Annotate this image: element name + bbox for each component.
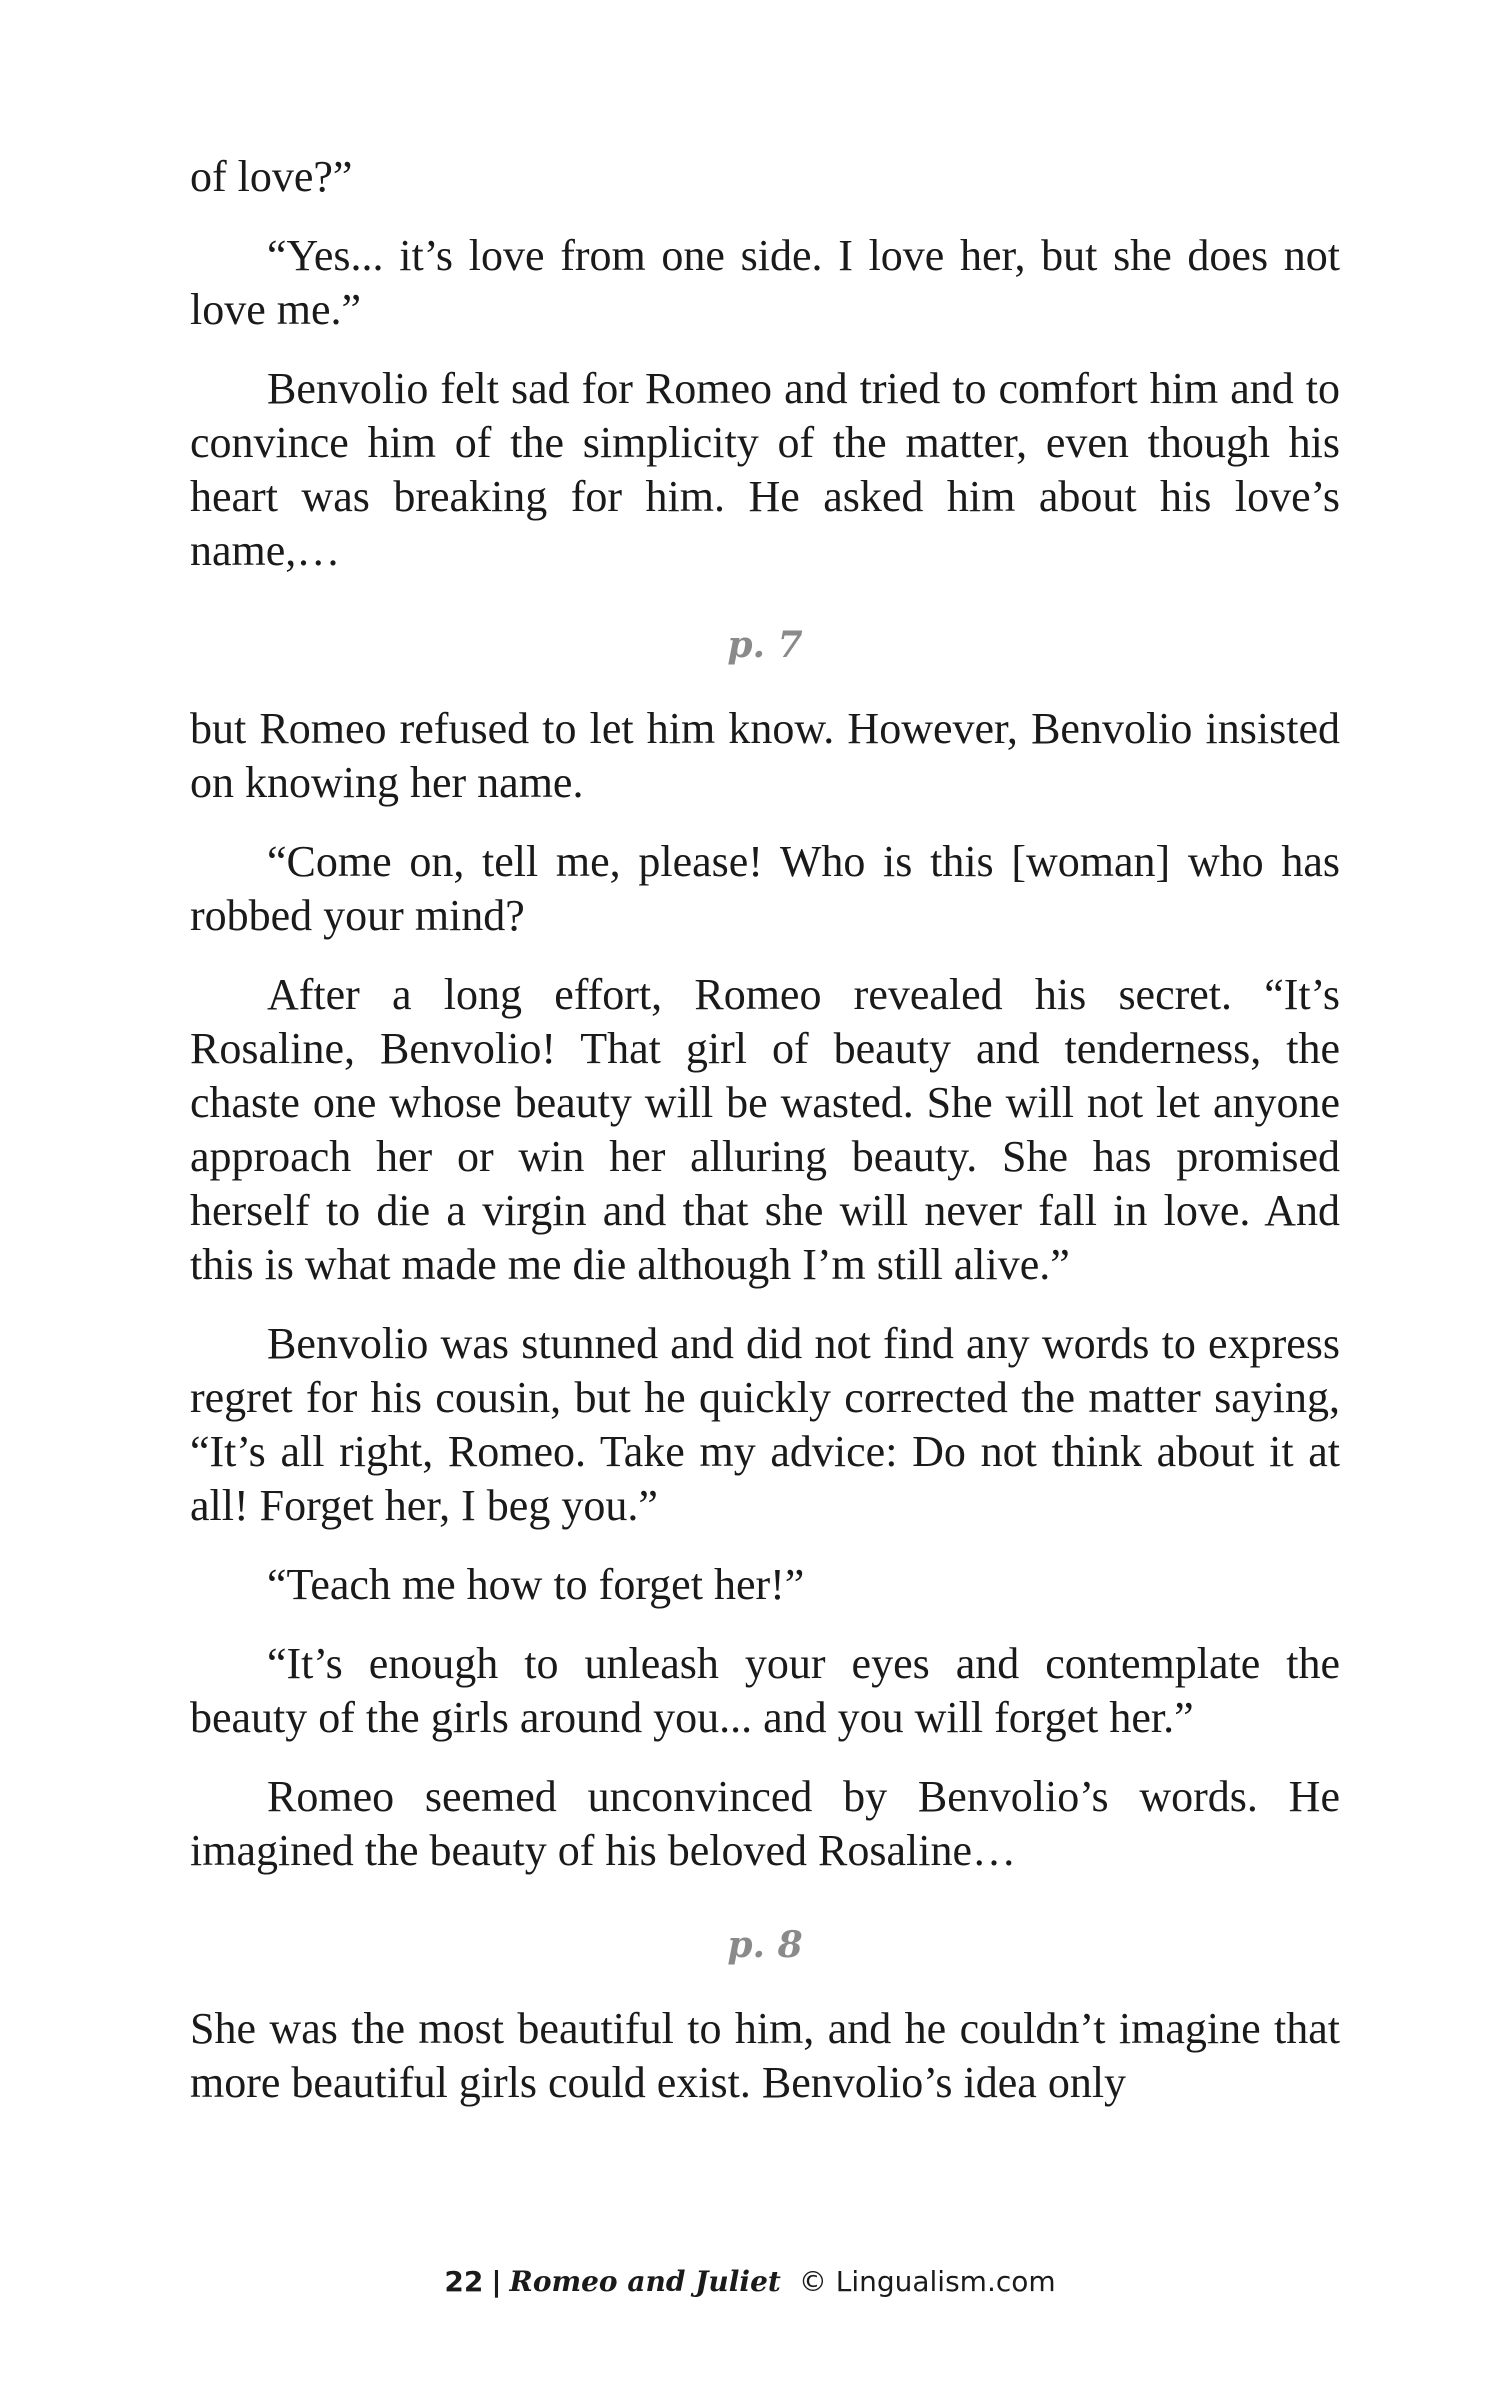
page-marker: p. 7 <box>727 624 803 666</box>
page-body <box>190 150 1340 2135</box>
page-footer <box>0 2262 1500 2303</box>
paragraph: “It’s enough to unleash your eyes and contemplate the beauty of the girls around you... and you will forget her.” <box>190 1639 1340 1742</box>
paragraph: of love?” <box>190 152 353 201</box>
paragraph: Romeo seemed unconvinced by Benvolio’s words. He imagined the beauty of his beloved Rosaline… <box>190 1772 1340 1875</box>
paragraph: “Yes... it’s love from one side. I love her, but she does not love me.” <box>190 231 1340 334</box>
page-number: 22 <box>444 2265 484 2298</box>
paragraph: but Romeo refused to let him know. However, Benvolio insisted on knowing her name. <box>190 704 1340 807</box>
paragraph: Benvolio felt sad for Romeo and tried to comfort him and to convince him of the simplicity of the matter, even though his heart was breaking for him. He asked him about his love’s name,… <box>190 364 1340 575</box>
copyright-notice: © Lingualism.com <box>798 2265 1056 2298</box>
page-marker: p. 8 <box>727 1924 803 1966</box>
paragraph: Benvolio was stunned and did not find any words to express regret for his cousin, but he quickly corrected the matter saying, “It’s all right, Romeo. Take my advice: Do not think about it at all! Forget her, I beg you.” <box>190 1319 1340 1530</box>
footer-separator: | <box>491 2265 502 2298</box>
paragraph: “Come on, tell me, please! Who is this [woman] who has robbed your mind? <box>190 837 1340 940</box>
paragraph: After a long effort, Romeo revealed his secret. “It’s Rosaline, Benvolio! That girl of beauty and tenderness, the chaste one whose beauty will be wasted. She will not let anyone approach her or win her alluring beauty. She has promised herself to die a virgin and that she will never fall in love. And this is what made me die although I’m still alive.” <box>190 970 1340 1289</box>
paragraph: She was the most beautiful to him, and he couldn’t imagine that more beautiful girls could exist. Benvolio’s idea only <box>190 2004 1340 2107</box>
paragraph: “Teach me how to forget her!” <box>267 1560 805 1609</box>
book-title: Romeo and Juliet <box>509 2265 781 2298</box>
